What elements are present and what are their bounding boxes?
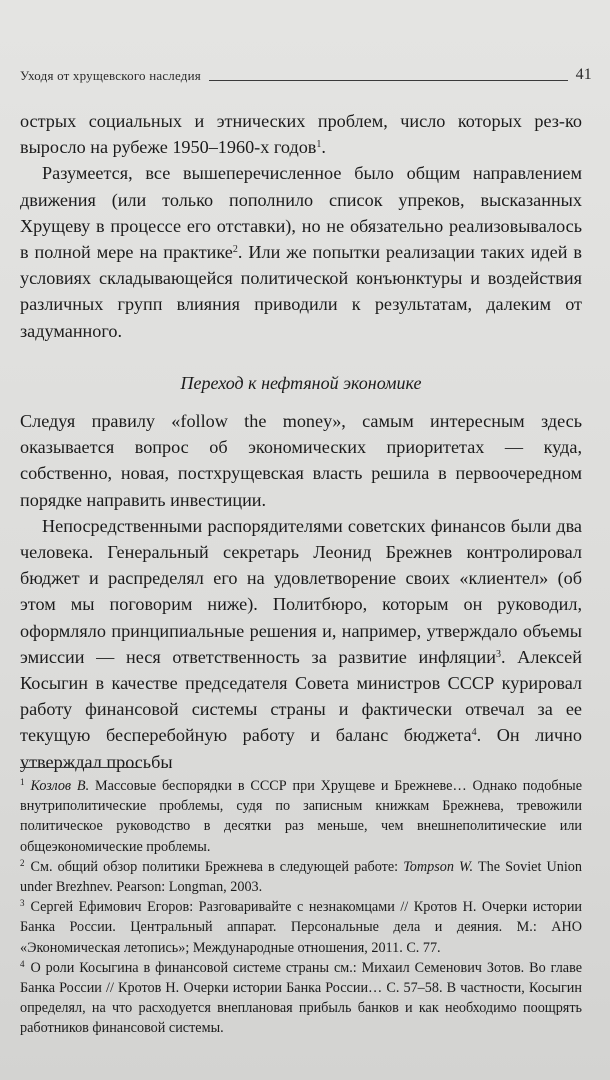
header-rule (209, 80, 568, 81)
paragraph-4: Непосредственными распорядителями советских финансов были два человека. Генеральный секретарь Леонид Брежнев контролировал бюджет и распределял его на удовлетворение своих «клиентел» (об этом мы поговорим ниже). Политбюро, которым он руководил, оформляло принципиальные решения и, например, утверждало объемы эмиссии — неся ответственность за развитие инфляции$^3$. Алексей Косыгин в качестве председателя Совета министров СССР курировал работу финансовой системы страны и фактически отвечал за ее текущую бесперебойную работу и баланс бюджета$^4$. Он лично утверждал просьбы (20, 515, 582, 772)
footnotes (20, 776, 582, 1039)
section-heading: Переход к нефтяной экономике (180, 372, 422, 393)
footnote-ref-4[interactable]: 4 (471, 727, 477, 739)
footnote-4: $^4$ О роли Косыгина в финансовой системе страны см.: Михаил Семенович Зотов. Во главе Банка России // Кротов Н. Очерки истории Банка России… С. 57–58. В частности, Косыгин определял, на что расходуется внеплановая прибыль банков и как необходимо поощрять работников финансовой системы. (20, 958, 582, 1037)
footnote-3: $^3$ Сергей Ефимович Егоров: Разговаривайте с незнакомцами // Кротов Н. Очерки истории Банка России. Центральный аппарат. Персональные дела и деяния. М.: АНО «Экономическая летопись»; Международные отношения, 2011. С. 77. (20, 898, 582, 956)
running-title: Уходя от хрущевского наследия (20, 68, 201, 83)
main-text (20, 108, 582, 775)
footnote-ref-2[interactable]: 2 (232, 244, 238, 256)
footnote-1: $^1$ Козлов В. Массовые беспорядки в СССР при Хрущеве и Брежневе… Однако подобные внутриполитические проблемы, судя по записным книжкам Брежнева, тревожили политическое руководство в десятки раз меньше, чем внешнеполитические или общеэкономические проблемы. (20, 777, 583, 855)
paragraph-2: Разумеется, все вышеперечисленное было общим направлением движения (или только пополнило список упреков, высказанных Хрущеву в процессе его отставки), но не обязательно реализовывалось в полной мере на практике$^2$. Или же попытки реализации таких идей в условиях складывающейся политической конъюнктуры и воздействия различных групп влияния приводили к результатам, далеким от задуманного. (20, 163, 583, 341)
footnote-ref-3[interactable]: 3 (496, 648, 501, 660)
footnote-2: $^2$ См. общий обзор политики Брежнева в следующей работе: Tompson W. The Soviet Union under Brezhnev. Pearson: Longman, 2003. (20, 857, 582, 896)
page-number: 41 (575, 66, 592, 83)
footnote-rule (20, 767, 140, 768)
paragraph-1: острых социальных и этнических проблем, число которых рез-ко выросло на рубеже 1950–1960-х годов$^1$. (20, 111, 582, 158)
paragraph-3: Следуя правилу «follow the money», самым интересным здесь оказывается вопрос об экономических приоритетах — куда, собственно, новая, постхрущевская власть решила в первоочередном порядке направить инвестиции. (20, 411, 582, 510)
running-header (20, 66, 592, 84)
footnote-ref-1[interactable]: 1 (316, 139, 322, 151)
